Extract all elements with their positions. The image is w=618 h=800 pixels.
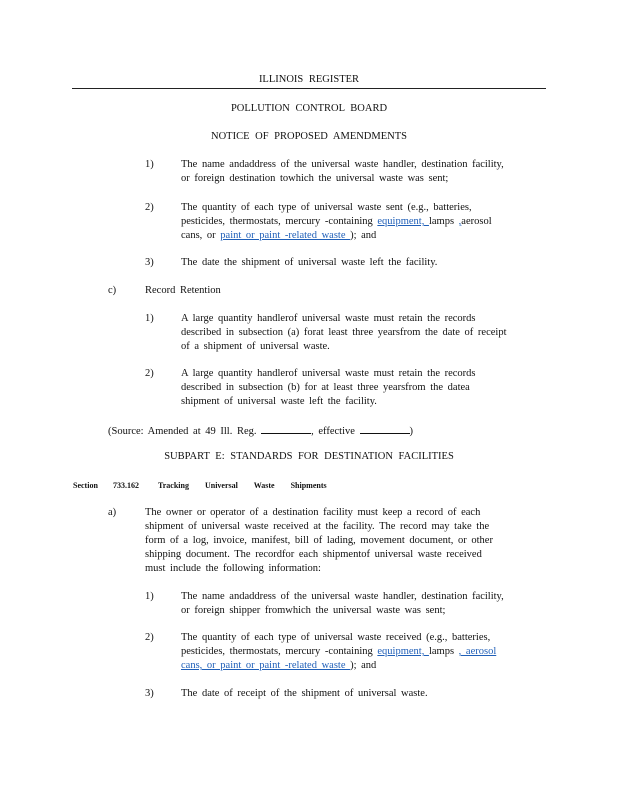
paragraph: The owner or operator of a destination facility must keep a record of each shipment of universal waste received at the facility. The record may take the form of a log, invoice, manifest, bill of lading, movement document, or other shipping document. The recordfor each shipmentof universal waste received must include the following information: (145, 507, 493, 574)
inserted-text: equipment, (377, 216, 429, 227)
section-label: Section (73, 481, 98, 490)
section-title: Tracking Universal Waste Shipments (158, 481, 327, 490)
register-title: ILLINOIS REGISTER (258, 74, 360, 85)
list-number: 2) (145, 632, 154, 643)
list-item-text: The name andaddress of the universal waste handler, destination facility, or foreign destination towhich the universal waste was sent; (181, 159, 504, 184)
list-item-text: The quantity of each type of universal waste sent (e.g., batteries, pesticides, thermostats, mercury -containing equipment, lamps ,aerosol cans, or paint or paint -related waste ); and (181, 202, 492, 241)
list-number: 2) (145, 202, 154, 213)
source-note: (Source: Amended at 49 Ill. Reg. , effective ) (108, 423, 413, 439)
subsection-label: a) (108, 507, 117, 518)
list-item-text: The date of receipt of the shipment of universal waste. (181, 688, 428, 699)
subsection-heading: Record Retention (145, 285, 221, 296)
section-number: 733.162 (113, 481, 139, 490)
inserted-text: cans, or paint or paint -related waste (181, 660, 351, 671)
list-item-text: The date the shipment of universal waste left the facility. (181, 257, 438, 268)
list-item-text: A large quantity handlerof universal waste must retain the records described in subsection (a) forat least three yearsfrom the date of receipt of a shipment of universal waste. (181, 313, 507, 352)
subsection-label: c) (108, 285, 117, 296)
board-title: POLLUTION CONTROL BOARD (230, 103, 388, 114)
subpart-title: SUBPART E: STANDARDS FOR DESTINATION FACILITIES (164, 451, 454, 462)
notice-title: NOTICE OF PROPOSED AMENDMENTS (211, 131, 407, 142)
blank-line (261, 423, 311, 434)
list-number: 3) (145, 688, 154, 699)
list-number: 2) (145, 368, 154, 379)
list-number: 1) (145, 591, 154, 602)
header-rule (72, 88, 546, 89)
list-item-text: A large quantity handlerof universal waste must retain the records described in subsection (b) for at least three yearsfrom the datea shipment of universal waste left the facility. (181, 368, 476, 407)
inserted-text: equipment, (377, 646, 429, 657)
list-item-text: The name andaddress of the universal waste handler, destination facility, or foreign shipper fromwhich the universal waste was sent; (181, 591, 504, 616)
blank-line (360, 423, 410, 434)
inserted-text: , aerosol (458, 646, 497, 657)
inserted-text: , (458, 216, 462, 227)
list-item-text: The quantity of each type of universal waste received (e.g., batteries, pesticides, thermostats, mercury -containing equipment, lamps , aerosol cans, or paint or paint -related waste ); and (181, 632, 497, 671)
list-number: 1) (145, 313, 154, 324)
list-number: 3) (145, 257, 154, 268)
inserted-text: paint or paint -related waste (220, 230, 351, 241)
list-number: 1) (145, 159, 154, 170)
